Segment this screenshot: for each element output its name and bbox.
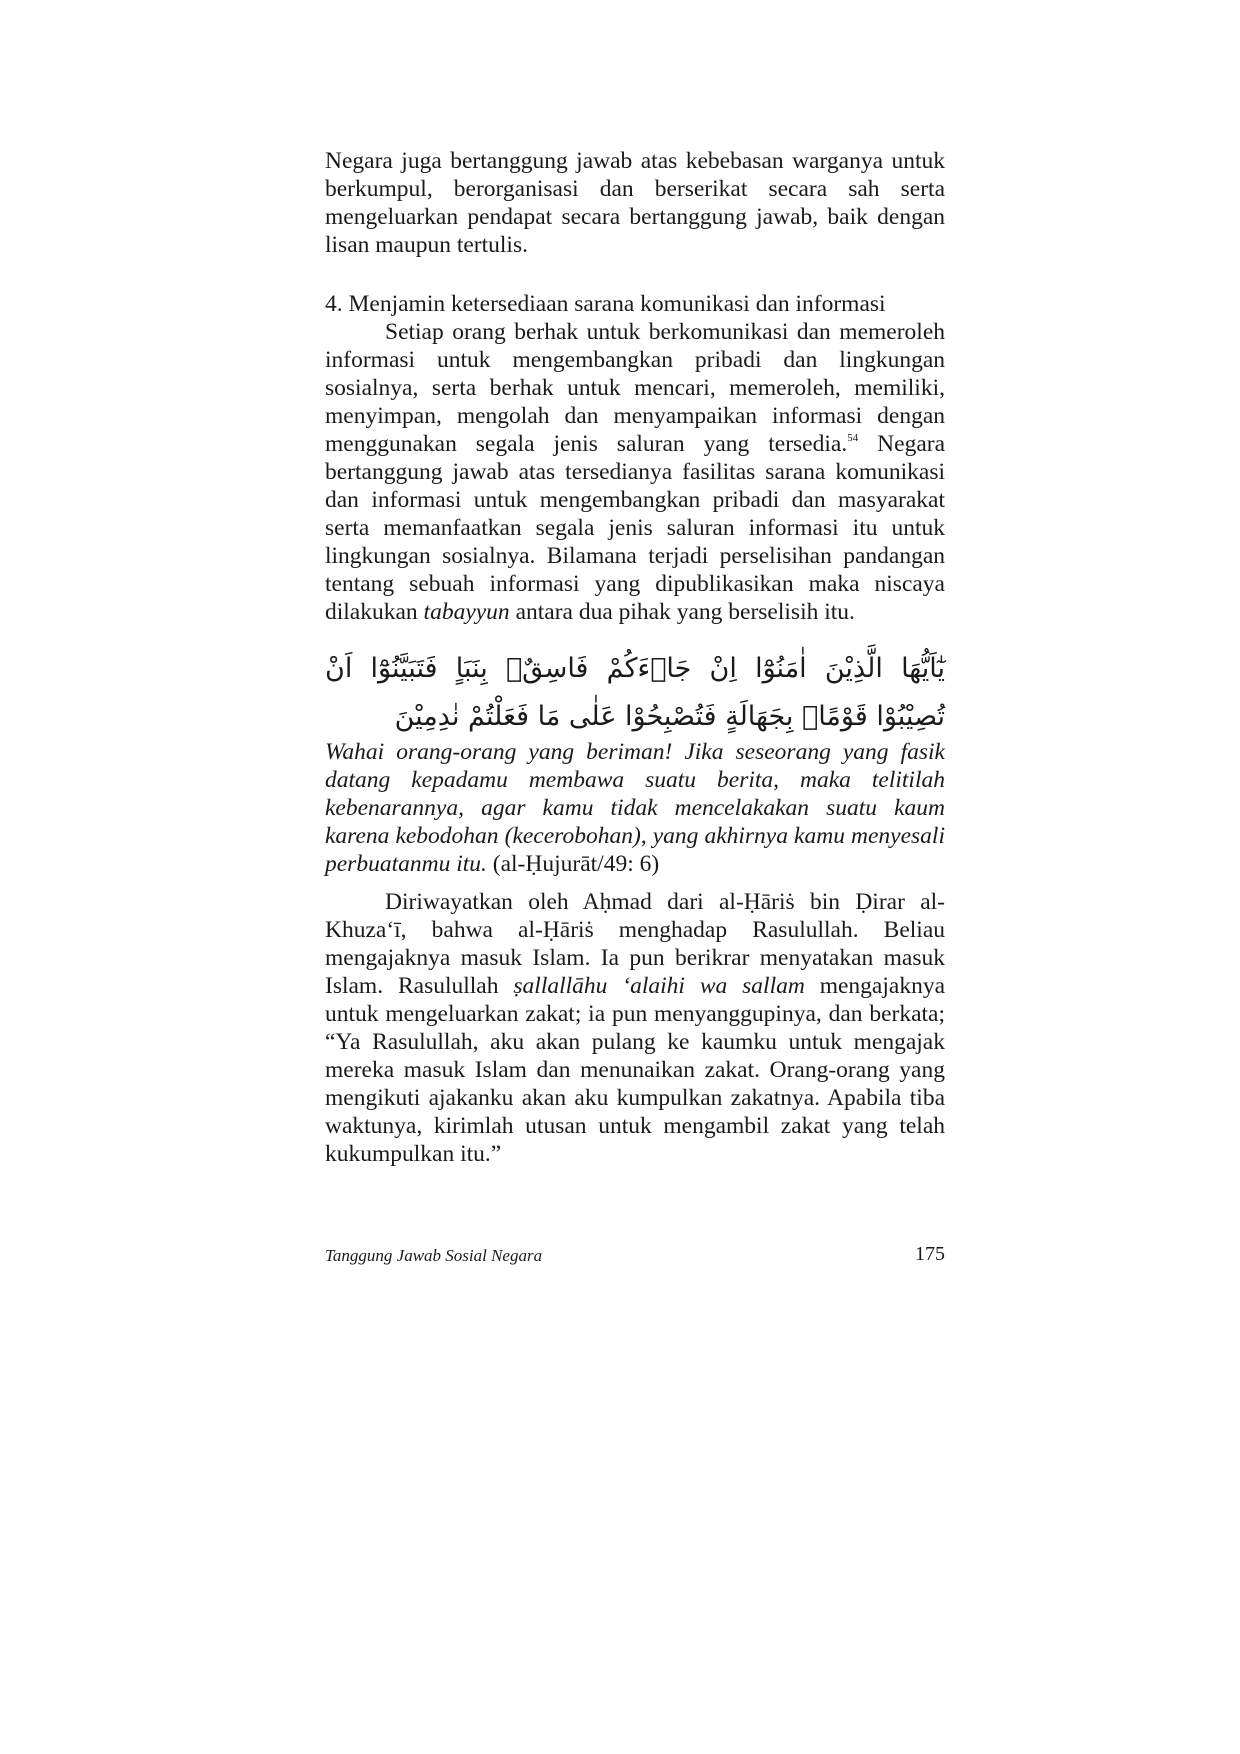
footer-title: Tanggung Jawab Sosial Negara [325, 1246, 543, 1265]
page-number: 175 [915, 1243, 945, 1265]
paragraph-1: Negara juga bertanggung jawab atas kebebasan warganya untuk berkumpul, berorganisasi dan berserikat secara sah serta mengeluarkan pendapat secara bertanggung jawab, baik dengan lisan maupun tertulis. [325, 148, 945, 258]
paragraph-2-part-3: antara dua pihak yang berselisih itu. [509, 599, 855, 625]
footnote-ref[interactable]: 54 [847, 432, 859, 444]
paragraph-3-part-2: mengajaknya untuk mengeluarkan zakat; ia pun menyanggupinya, dan berkata; “Ya Rasulullah, aku akan pulang ke kaumku untuk mengajak mereka masuk Islam dan menunaikan zakat. Orang-orang yang mengikuti ajakanku akan aku kumpulkan zakatnya. Apabila tiba waktunya, kirimlah utusan untuk mengambil zakat yang telah kukumpulkan itu.” [325, 973, 945, 1167]
italic-term-salawat: ṣallallāhu ‘alaihi wa sallam [513, 973, 805, 999]
paragraph-2-part-1: Setiap orang berhak untuk berkomunikasi dan memeroleh informasi untuk mengembangkan pribadi dan lingkungan sosialnya, serta berhak untuk mencari, memeroleh, memiliki, menyimpan, mengolah dan menyampaikan informasi dengan menggunakan segala jenis saluran yang tersedia. [325, 319, 945, 457]
verse-reference: (al-Ḥujurāt/49: 6) [486, 851, 660, 877]
quran-verse-arabic: يٰٓاَيُّهَا الَّذِيْنَ اٰمَنُوْٓا اِنْ جَاۤءَكُمْ فَاسِقٌۢ بِنَبَاٍ فَتَبَيَّنُوْٓا اَنْ تُصِيْبُوْا قَوْمًاۢ بِجَهَالَةٍ فَتُصْبِحُوْا عَلٰى مَا فَعَلْتُمْ نٰدِمِيْنَ [325, 653, 945, 732]
paragraph-3 [325, 888, 945, 1168]
paragraph-3-part-1: Diriwayatkan oleh Aḥmad dari al-Ḥāriṡ bin Ḍirar al-Khuzaʻī, bahwa al-Ḥāriṡ menghadap Rasulullah. Beliau mengajaknya masuk Islam. Ia pun berikrar menyatakan masuk Islam. Rasulullah [325, 889, 945, 999]
paragraph-2 [325, 318, 945, 626]
verse-translation [325, 738, 945, 878]
section-heading: 4. Menjamin ketersediaan sarana komunikasi dan informasi [325, 291, 886, 317]
italic-term-tabayyun: tabayyun [423, 599, 510, 625]
paragraph-2-part-2: Negara bertanggung jawab atas tersedianya fasilitas sarana komunikasi dan informasi untuk mengembangkan pribadi dan masyarakat serta memanfaatkan segala jenis saluran informasi itu untuk lingkungan sosialnya. Bilamana terjadi perselisihan pandangan tentang sebuah informasi yang dipublikasikan maka niscaya dilakukan [325, 431, 945, 625]
translation-text: Wahai orang-orang yang beriman! Jika seseorang yang fasik datang kepadamu membawa suatu berita, maka telitilah kebenarannya, agar kamu tidak mencelakakan suatu kaum karena kebodohan (kecerobohan), yang akhirnya kamu menyesali perbuatanmu itu. [325, 739, 945, 877]
